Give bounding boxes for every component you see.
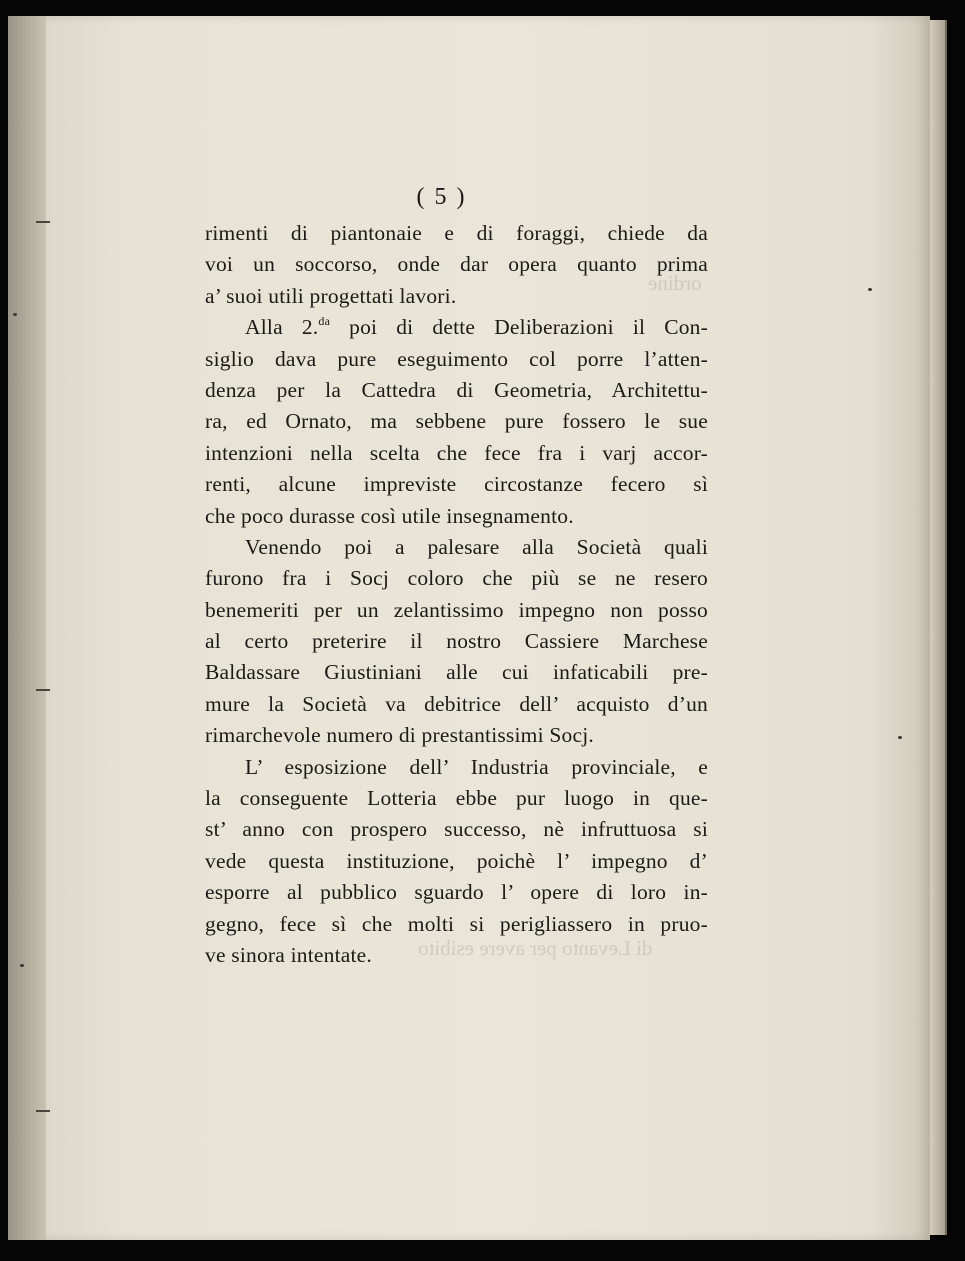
text-line: a’ suoi utili progettati lavori. [205,283,457,308]
paragraph-1 [205,218,708,312]
text-line: st’ anno con prospero successo, nè infruttuosa si [205,817,708,842]
binding-stitch [36,1110,50,1112]
text-line [205,312,708,343]
text-line: voi un soccorso, onde dar opera quanto prima [205,252,708,277]
text-line: denza per la Cattedra di Geometria, Architettu- [205,377,708,402]
text-line-rest: poi di dette Deliberazioni il Con- [330,315,708,340]
ink-speck [13,313,17,316]
ink-speck [20,964,24,967]
text-line: benemeriti per un zelantissimo impegno non posso [205,597,708,622]
paper-page [8,16,930,1240]
text-line: gegno, fece sì che molti si perigliassero in pruo- [205,911,708,936]
binding-edge [8,16,46,1240]
text-line: siglio dava pure eseguimento col porre l’atten- [205,346,708,371]
text-line: mure la Società va debitrice dell’ acquisto d’un [205,691,708,716]
binding-stitch [36,221,50,223]
show-through-text: ordine [648,271,702,295]
paragraph-3 [205,532,708,752]
text-line: ve sinora intentate. [205,942,372,967]
text-line: che poco durasse così utile insegnamento. [205,503,574,528]
main-text [205,176,708,971]
ink-speck [898,736,902,739]
ink-speck [868,288,872,291]
text-line: renti, alcune impreviste circostanze fecero sì [205,472,708,497]
page-number: ( 5 ) [416,184,467,210]
show-through-text: di Levanto per avere esibito [418,936,653,960]
paragraph-4 [205,752,708,972]
text-line: L’ esposizione dell’ Industria provinciale, e [245,754,708,779]
text-line: al certo preterire il nostro Cassiere Marchese [205,629,708,654]
text-line-start: Alla 2. [245,315,319,340]
text-line: la conseguente Lotteria ebbe pur luogo in que- [205,786,708,811]
text-line: furono fra i Socj coloro che più se ne resero [205,566,708,591]
text-line: rimarchevole numero di prestantissimi Socj. [205,723,594,748]
text-line: Baldassare Giustiniani alle cui infaticabili pre- [205,660,708,685]
paragraph-2 [205,312,708,532]
text-line: ra, ed Ornato, ma sebbene pure fossero le sue [205,409,708,434]
text-line: esporre al pubblico sguardo l’ opere di loro in- [205,880,708,905]
text-line: rimenti di piantonaie e di foraggi, chiede da [205,221,708,245]
text-line: Venendo poi a palesare alla Società quali [245,534,708,559]
ordinal-suffix: da [318,314,331,329]
binding-stitch [36,689,50,691]
text-line: vede questa instituzione, poichè l’ impegno d’ [205,848,708,873]
text-line: intenzioni nella scelta che fece fra i varj accor- [205,440,708,465]
